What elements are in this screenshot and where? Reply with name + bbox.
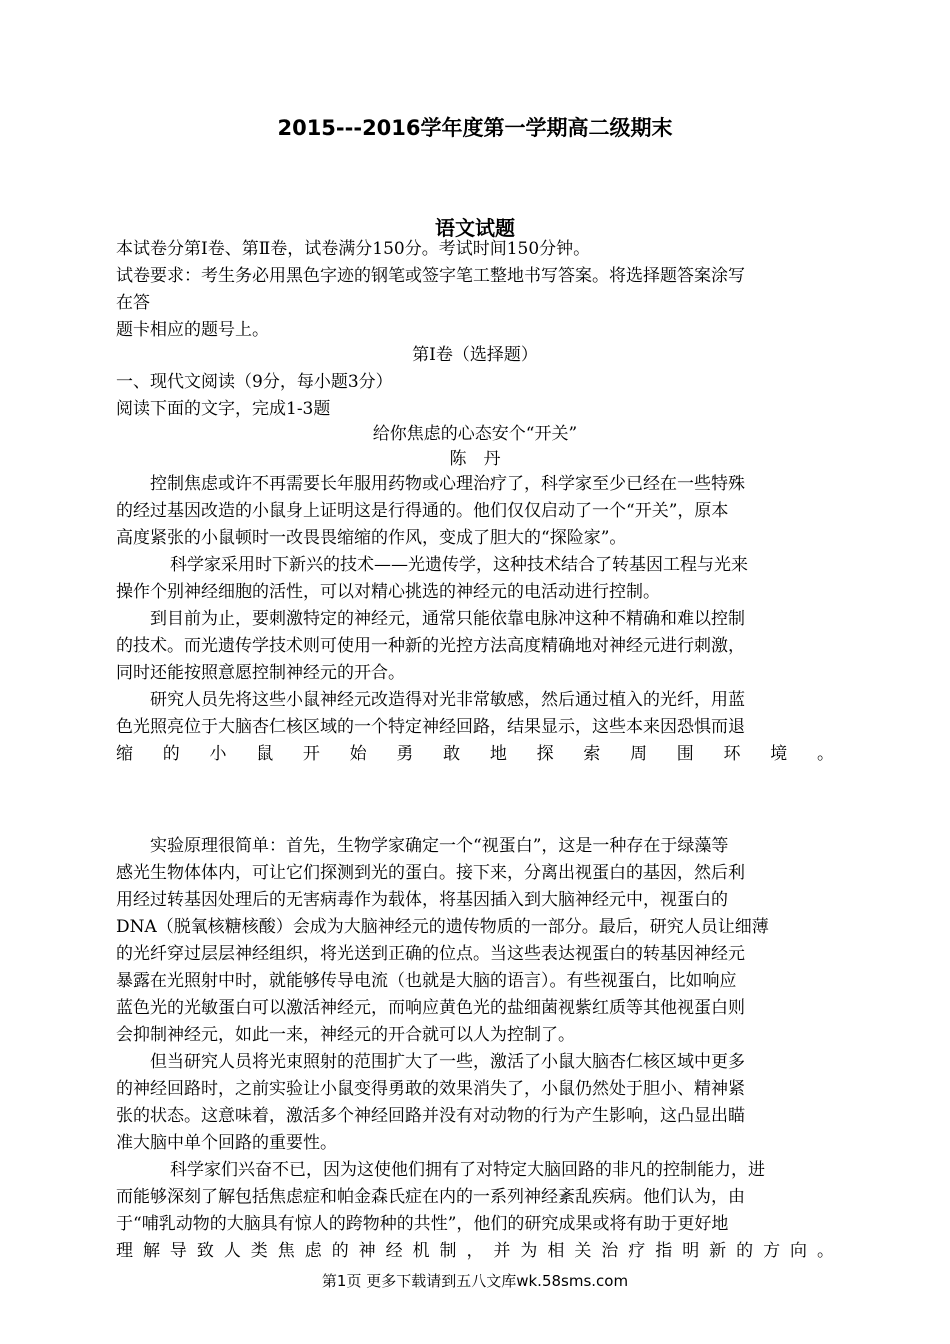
page-footer: 第1页 更多下载请到五八文库wk.58sms.com [321, 1272, 629, 1290]
paragraph-line: 暴露在光照射中时，就能够传导电流（也就是大脑的语言）。有些视蛋白，比如响应 [116, 971, 737, 991]
paragraph-line: DNA（脱氧核糖核酸）会成为大脑神经元的遗传物质的一部分。最后，研究人员让细薄 [116, 917, 769, 937]
document-title: 2015---2016学年度第一学期高二级期末 [277, 116, 673, 140]
article-author: 陈 丹 [449, 449, 501, 469]
paragraph-line: 准大脑中单个回路的重要性。 [116, 1133, 337, 1153]
paragraph-line: 实验原理很简单：首先，生物学家确定一个“视蛋白”，这是一种存在于绿藻等 [150, 836, 729, 856]
paragraph-line: 同时还能按照意愿控制神经元的开合。 [116, 663, 405, 683]
paragraph-line: 研究人员先将这些小鼠神经元改造得对光非常敏感，然后通过植入的光纤，用蓝 [150, 690, 745, 710]
paragraph-line: 色光照亮位于大脑杏仁核区域的一个特定神经回路，结果显示，这些本来因恐惧而退 [116, 717, 745, 737]
paragraph-line: 感光生物体体内，可让它们探测到光的蛋白。接下来，分离出视蛋白的基因，然后利 [116, 863, 745, 883]
paragraph-line: 控制焦虑或许不再需要长年服用药物或心理治疗了，科学家至少已经在一些特殊 [150, 474, 745, 494]
part-heading: 第Ⅰ卷（选择题） [412, 345, 538, 365]
paragraph-line: 的神经回路时，之前实验让小鼠变得勇敢的效果消失了，小鼠仍然处于胆小、精神紧 [116, 1079, 745, 1099]
section-heading: 一、现代文阅读（9分，每小题3分） [116, 372, 393, 392]
paragraph-line: 操作个别神经细胞的活性，可以对精心挑选的神经元的电活动进行控制。 [116, 582, 660, 602]
reading-prompt: 阅读下面的文字，完成1-3题 [116, 399, 331, 419]
paragraph-line: 的光纤穿过层层神经组织，将光送到正确的位点。当这些表达视蛋白的转基因神经元 [116, 944, 745, 964]
paragraph-line-justified: 理解导致人类焦虑的神经机制，并为相关治疗指明新的方向。 [116, 1241, 834, 1261]
paragraph-line: 会抑制神经元，如此一来，神经元的开合就可以人为控制了。 [116, 1025, 575, 1045]
paragraph-line: 蓝色光的光敏蛋白可以激活神经元，而响应黄色光的盐细菌视紫红质等其他视蛋白则 [116, 998, 745, 1018]
paragraph-line: 用经过转基因处理后的无害病毒作为载体，将基因插入到大脑神经元中，视蛋白的 [116, 890, 728, 910]
paragraph-line: 科学家们兴奋不已，因为这使他们拥有了对特定大脑回路的非凡的控制能力，进 [170, 1160, 765, 1180]
paragraph-line: 而能够深刻了解包括焦虑症和帕金森氏症在内的一系列神经紊乱疾病。他们认为，由 [116, 1187, 745, 1207]
subject-title: 语文试题 [435, 216, 515, 240]
paragraph-line: 的技术。而光遗传学技术则可使用一种新的光控方法高度精确地对神经元进行刺激， [116, 636, 745, 656]
paragraph-line: 的经过基因改造的小鼠身上证明这是行得通的。他们仅仅启动了一个“开关”，原本 [116, 501, 729, 521]
paragraph-line: 高度紧张的小鼠顿时一改畏畏缩缩的作风，变成了胆大的“探险家”。 [116, 528, 627, 548]
paragraph-line: 张的状态。这意味着，激活多个神经回路并没有对动物的行为产生影响，这凸显出瞄 [116, 1106, 745, 1126]
paragraph-line: 但当研究人员将光束照射的范围扩大了一些，激活了小鼠大脑杏仁核区域中更多 [150, 1052, 745, 1072]
paragraph-line: 到目前为止，要刺激特定的神经元，通常只能依靠电脉冲这种不精确和难以控制 [150, 609, 745, 629]
instruction-line: 本试卷分第Ⅰ卷、第Ⅱ卷，试卷满分150分。考试时间150分钟。 [116, 239, 591, 259]
instruction-line: 题卡相应的题号上。 [116, 320, 269, 340]
paragraph-line-justified: 缩的小鼠开始勇敢地探索周围环境。 [116, 744, 834, 764]
paragraph-line: 于“哺乳动物的大脑具有惊人的跨物种的共性”，他们的研究成果或将有助于更好地 [116, 1214, 729, 1234]
instruction-line: 在答 [116, 293, 150, 313]
paragraph-line: 科学家采用时下新兴的技术——光遗传学，这种技术结合了转基因工程与光来 [170, 555, 748, 575]
instruction-line: 试卷要求：考生务必用黑色字迹的钢笔或签字笔工整地书写答案。将选择题答案涂写 [116, 266, 745, 286]
article-title: 给你焦虑的心态安个“开关” [372, 424, 578, 444]
